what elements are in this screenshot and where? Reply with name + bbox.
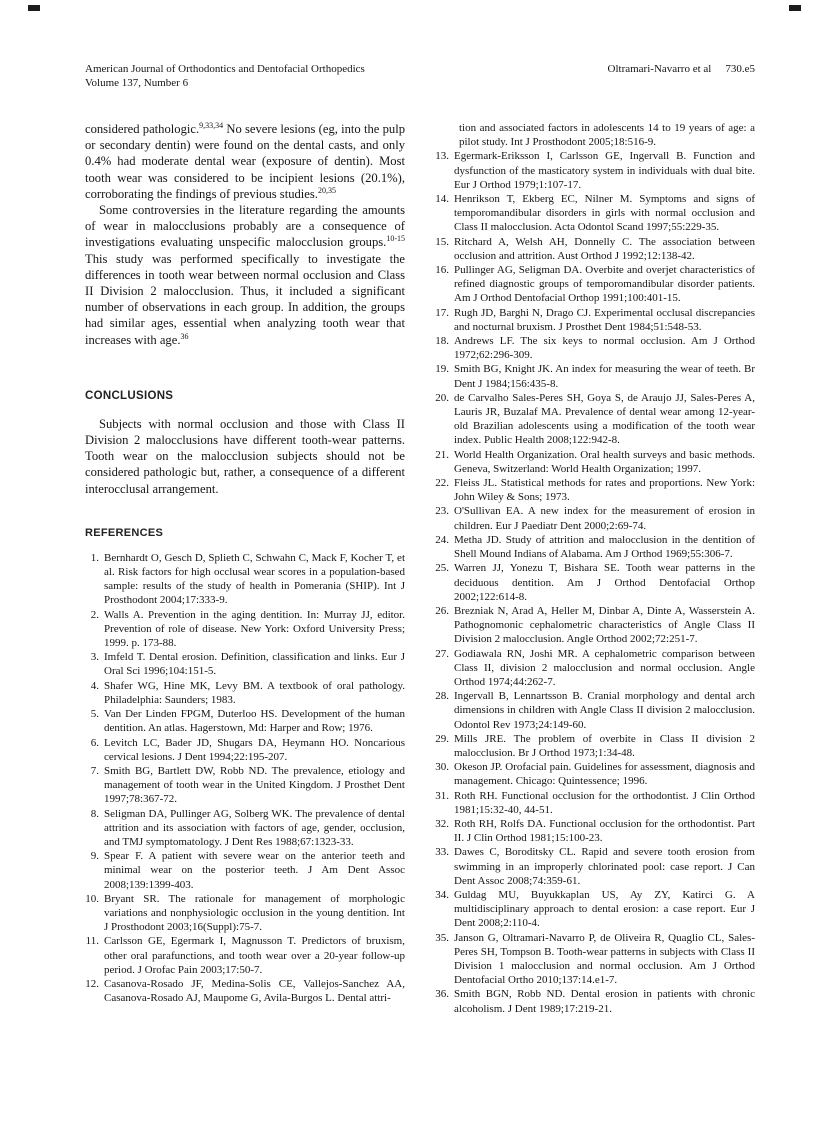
reference-number: 2.: [90, 608, 99, 621]
page-number: 730.e5: [725, 63, 755, 75]
reference-text: Bernhardt O, Gesch D, Splieth C, Schwahn C, Mack F, Kocher T, et al. Risk factors for high occlusal wear scores in a population-based sample: results of the study of health in Pomerania (SHIP). Int J Prosthodont 2004;17:333-9.: [104, 551, 405, 607]
reference-text: Carlsson GE, Egermark I, Magnusson T. Predictors of bruxism, other oral parafunctions, and tooth wear over a 20-year follow-up period. J Orofac Pain 2003;17:50-7.: [104, 935, 405, 976]
reference-number: 27.: [435, 647, 449, 660]
reference-item: [435, 448, 755, 476]
reference-item: [435, 689, 755, 732]
reference-item: [435, 845, 755, 888]
reference-number: 14.: [435, 193, 449, 206]
reference-number: 30.: [435, 761, 449, 774]
reference-item: [435, 888, 755, 931]
reference-number: 26.: [435, 604, 449, 617]
reference-text: Metha JD. Study of attrition and malocclusion in the dentition of Shell Mound Indians of Alabama. Am J Orthod 1969;55:306-7.: [454, 533, 755, 561]
reference-number: 1.: [90, 551, 99, 564]
reference-number: 21.: [435, 448, 449, 461]
reference-item: [435, 362, 755, 390]
reference-item: [85, 977, 405, 1005]
conclusions-paragraph: Subjects with normal occlusion and those with Class II Division 2 malocclusions have different tooth-wear patterns. Tooth wear on the malocclusion subjects should not be considered pathologic but, rather, a consequence of a different interocclusal arrangement.: [85, 416, 405, 496]
references-list-left: [85, 551, 405, 1006]
reference-text: Henrikson T, Ekberg EC, Nilner M. Symptoms and signs of temporomandibular disorders in girls with normal occlusion and Class II malocclusion. Acta Odontol Scand 1997;55:229-35.: [454, 193, 755, 234]
reference-text: Ingervall B, Lennartsson B. Cranial morphology and dental arch dimensions in children with Angle Class II division 2 malocclusion. Odontol Rev 1973;24:149-60.: [454, 690, 755, 731]
reference-text: Roth RH. Functional occlusion for the orthodontist. J Clin Orthod 1981;15:32-40, 44-51.: [454, 789, 755, 816]
reference-text: Shafer WG, Hine MK, Levy BM. A textbook of oral pathology. Philadelphia: Saunders; 1983.: [104, 679, 405, 706]
reference-number: 3.: [90, 651, 99, 664]
reference-item: [85, 736, 405, 764]
reference-number: 32.: [435, 817, 449, 830]
right-column: [435, 121, 755, 1016]
reference-number: 24.: [435, 533, 449, 546]
reference-number: 18.: [435, 335, 449, 348]
reference-text: Roth RH, Rolfs DA. Functional occlusion for the orthodontist. Part II. J Clin Orthod 1981;15:100-23.: [454, 817, 755, 845]
reference-number: 33.: [435, 846, 449, 859]
reference-number: 11.: [85, 935, 99, 948]
reference-text: Levitch LC, Bader JD, Shugars DA, Heymann HO. Noncarious cervical lesions. J Dent 1994;22:195-207.: [104, 736, 405, 763]
reference-number: 19.: [435, 363, 449, 376]
reference-item: [85, 551, 405, 608]
reference-item: [85, 679, 405, 707]
reference-text: Janson G, Oltramari-Navarro P, de Oliveira R, Quaglio CL, Sales-Peres SH, Tompson B. Tooth-wear patterns in subjects with Class II Division 1 malocclusion and normal occlusion. Am J Orthod Dentofacial Ortho 2010;137:14.e1-7.: [454, 931, 755, 987]
reference-number: 17.: [435, 306, 449, 319]
two-column-body: [85, 121, 755, 1016]
conclusions-heading: CONCLUSIONS: [85, 389, 174, 402]
reference-text: Casanova-Rosado JF, Medina-Solis CE, Vallejos-Sanchez AA, Casanova-Rosado AJ, Maupome G, Avila-Burgos L. Dental attri-: [104, 977, 405, 1005]
reference-number: 20.: [435, 391, 449, 404]
reference-item: [435, 604, 755, 647]
running-header: [85, 62, 755, 90]
reference-text: World Health Organization. Oral health surveys and basic methods. Geneva, Switzerland: World Health Organization; 1997.: [454, 448, 755, 475]
reference-number: 5.: [90, 708, 99, 721]
registration-mark-right: [789, 5, 801, 11]
reference-number: 9.: [90, 850, 99, 863]
reference-text: Smith BGN, Robb ND. Dental erosion in patients with chronic alcoholism. J Dent 1989;17:219-21.: [454, 988, 755, 1015]
reference-number: 23.: [435, 505, 449, 518]
reference-item: [85, 764, 405, 807]
reference-item: [435, 306, 755, 334]
reference-text: Guldag MU, Buyukkaplan US, Ay ZY, Katirci G. A multidisciplinary approach to dental erosion: a case report. Eur J Dent 2008;2:110-4.: [454, 888, 755, 930]
reference-text: Pullinger AG, Seligman DA. Overbite and overjet characteristics of refined diagnostic groups of temporomandibular disorder patients. Am J Orthod Dentofacial Orthop 1991;100:401-15.: [454, 264, 755, 305]
body-paragraph: Some controversies in the literature regarding the amounts of wear in malocclusions probably are a consequence of investigations evaluating unspecific malocclusion groups.$^{10-15}$ This study was performed specifically to investigate the differences in tooth wear between normal occlusion and Class II Division 2 malocclusion. Thus, it included a significant number of observations in each group. In addition, the groups had similar ages, essential when analyzing tooth wear that increases with age.$^{36}$: [85, 203, 405, 347]
reference-item: [435, 987, 755, 1015]
reference-text: Spear F. A patient with severe wear on the anterior teeth and minimal wear on the posterior teeth. J Am Dent Assoc 2008;139:1399-403.: [104, 850, 405, 891]
discussion-paragraphs: [85, 121, 405, 348]
reference-item: [435, 732, 755, 760]
running-authors: Oltramari-Navarro et al: [607, 63, 712, 75]
citation-superscript: 36: [180, 331, 189, 341]
reference-item: [435, 647, 755, 690]
body-paragraph: considered pathologic.$^{9,33,34}$ No severe lesions (eg, into the pulp or secondary dentin) were found on the dental casts, and only 0.4% had moderate dental wear (exposure of dentin). Most tooth wear was considered to be incipient lesions (20.1%), corroborating the findings of previous studies.$^{20,35}$: [85, 120, 406, 201]
reference-item: [85, 849, 405, 892]
reference-number: 4.: [90, 679, 99, 692]
reference-text: Bryant SR. The rationale for management of morphologic variations and nonphysiologic occlusion in the young dentition. Int J Prosthodont 2003;16(Suppl):75-7.: [104, 892, 405, 934]
reference-number: 13.: [435, 150, 449, 163]
reference-item: [435, 533, 755, 561]
reference-text: de Carvalho Sales-Peres SH, Goya S, de Araujo JJ, Sales-Peres A, Lauris JR, Buzalaf MA. Prevalence of dental wear among 12-year-old Brazilian adolescents using a modification of the tooth wear index. Public Health 2008;122:942-8.: [454, 391, 755, 447]
registration-mark-left: [28, 5, 40, 11]
reference-text: Smith BG, Bartlett DW, Robb ND. The prevalence, etiology and management of tooth wear in the United Kingdom. J Prosthet Dent 1997;78:367-72.: [104, 764, 405, 806]
reference-item: [435, 476, 755, 504]
reference-12-continuation: tion and associated factors in adolescents 14 to 19 years of age: a pilot study. Int J Prosthodont 2005;18:516-9.: [459, 122, 755, 149]
reference-number: 6.: [90, 736, 99, 749]
reference-text: Ritchard A, Welsh AH, Donnelly C. The association between occlusion and attrition. Aust Orthod J 1992;12:138-42.: [454, 235, 755, 262]
reference-number: 34.: [435, 888, 449, 901]
running-header-right: [608, 62, 755, 76]
reference-item: [435, 149, 755, 192]
reference-item: [435, 789, 755, 817]
reference-item: [435, 504, 755, 532]
references-heading: REFERENCES: [85, 526, 164, 539]
reference-item: [435, 561, 755, 604]
reference-number: 28.: [435, 690, 449, 703]
citation-superscript: 9,33,34: [199, 120, 224, 130]
journal-volume-number: Volume 137, Number 6: [85, 77, 189, 89]
reference-number: 16.: [435, 264, 449, 277]
reference-text: Walls A. Prevention in the aging dentition. In: Murray JJ, editor. Prevention of role of disease. New York: Oxford University Press; 1999. p. 173-88.: [104, 608, 405, 650]
reference-number: 35.: [435, 931, 449, 944]
reference-item: [435, 235, 755, 263]
citation-superscript: 10-15: [386, 234, 405, 244]
reference-number: 22.: [435, 477, 449, 490]
reference-text: Van Der Linden FPGM, Duterloo HS. Development of the human dentition. An atlas. Hagerstown, Md: Harper and Row; 1976.: [104, 708, 405, 735]
reference-item: [435, 817, 755, 845]
reference-number: 8.: [90, 807, 99, 820]
reference-item: [435, 931, 755, 988]
reference-text: Egermark-Eriksson I, Carlsson GE, Ingervall B. Function and dysfunction of the masticatory system in individuals with dual bite. Eur J Orthod 1979;1:107-17.: [454, 150, 755, 191]
reference-number: 31.: [435, 789, 449, 802]
reference-item: [85, 608, 405, 651]
reference-text: Rugh JD, Barghi N, Drago CJ. Experimental occlusal discrepancies and nocturnal bruxism. J Prosthet Dent 1984;51:548-53.: [454, 306, 755, 333]
reference-number: 10.: [85, 892, 99, 905]
reference-item: [85, 650, 405, 678]
reference-number: 29.: [435, 732, 449, 745]
reference-item: [435, 263, 755, 306]
reference-item: [85, 934, 405, 977]
reference-item: [435, 760, 755, 788]
journal-title: American Journal of Orthodontics and Dentofacial Orthopedics: [85, 63, 365, 75]
reference-item: [435, 192, 755, 235]
citation-superscript: 20,35: [317, 185, 336, 195]
reference-text: Fleiss JL. Statistical methods for rates and proportions. New York: John Wiley & Sons; 1973.: [454, 477, 755, 504]
reference-text: Godiawala RN, Joshi MR. A cephalometric comparison between Class II, division 2 malocclusion and normal occlusion. Angle Orthod 1974;44:262-7.: [454, 647, 755, 688]
reference-text: O'Sullivan EA. A new index for the measurement of erosion in children. Eur J Paediatr Dent 2000;2:69-74.: [454, 505, 755, 532]
reference-text: Mills JRE. The problem of overbite in Class II division 2 malocclusion. Br J Orthod 1973;1:34-48.: [454, 732, 755, 759]
reference-number: 15.: [435, 235, 449, 248]
reference-item: [435, 334, 755, 362]
references-list-right: [435, 149, 755, 1015]
reference-item: [85, 892, 405, 935]
reference-text: Andrews LF. The six keys to normal occlusion. Am J Orthod 1972;62:296-309.: [454, 335, 755, 362]
reference-number: 36.: [435, 988, 449, 1001]
reference-number: 7.: [90, 764, 99, 777]
reference-text: Warren JJ, Yonezu T, Bishara SE. Tooth wear patterns in the deciduous dentition. Am J Orthod Dentofacial Orthop 2002;122:614-8.: [454, 562, 755, 603]
left-column: [85, 121, 405, 1016]
reference-item: [85, 707, 405, 735]
reference-text: Imfeld T. Dental erosion. Definition, classification and links. Eur J Oral Sci 1996;104:151-5.: [104, 651, 405, 678]
reference-item: [435, 391, 755, 448]
reference-text: Brezniak N, Arad A, Heller M, Dinbar A, Dinte A, Wasserstein A. Pathognomonic cephalometric characteristics of Angle Class II Division 2 malocclusion. Angle Orthod 2002;72:251-7.: [454, 604, 755, 646]
reference-number: 12.: [85, 977, 99, 990]
reference-text: Dawes C, Boroditsky CL. Rapid and severe tooth erosion from swimming in an improperly chlorinated pool: case report. J Can Dent Assoc 2008;74:359-61.: [454, 846, 755, 887]
reference-item: [85, 807, 405, 850]
running-header-left: [85, 62, 365, 90]
reference-number: 25.: [435, 562, 449, 575]
reference-text: Seligman DA, Pullinger AG, Solberg WK. The prevalence of dental attrition and its association with factors of age, gender, occlusion, and TMJ symptomatology. J Dent Res 1988;67:1323-33.: [104, 807, 405, 848]
reference-text: Smith BG, Knight JK. An index for measuring the wear of teeth. Br Dent J 1984;156:435-8.: [454, 363, 755, 390]
reference-text: Okeson JP. Orofacial pain. Guidelines for assessment, diagnosis and management. Chicago: Quintessence; 1996.: [454, 761, 755, 788]
